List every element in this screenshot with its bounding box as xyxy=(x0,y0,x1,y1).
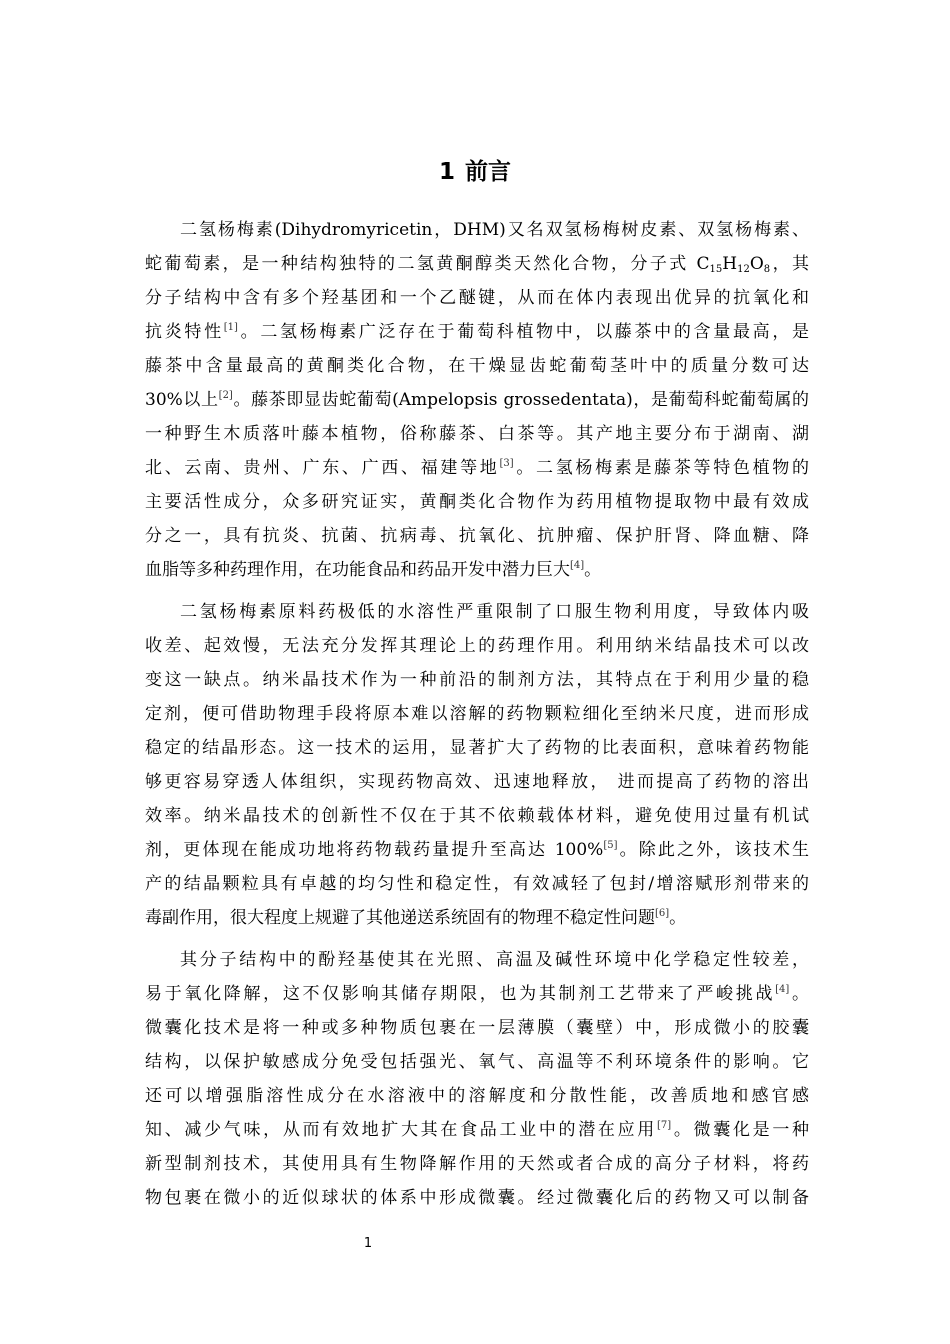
text-run: 够更容易穿透人体组织，实现药物高效、迅速地释放， 进而提高了药物的溶出 xyxy=(145,772,809,792)
text-line xyxy=(145,349,809,383)
text-run: 二氢杨梅素(Dihydromyricetin，DHM)又名双氢杨梅树皮素、双氢杨梅素、 xyxy=(180,220,809,240)
text-run: 产的结晶颗粒具有卓越的均匀性和稳定性，有效减轻了包封/增溶赋形剂带来的 xyxy=(145,874,809,894)
text-run: 收差、起效慢，无法充分发挥其理论上的药理作用。利用纳米结晶技术可以改 xyxy=(145,636,809,656)
text-run: 。二氢杨梅素广泛存在于葡萄科植物中，以藤茶中的含量最高，是 xyxy=(237,322,809,342)
text-run: 剂，更体现在能成功地将药物载药量提升至高达 100% xyxy=(145,840,604,860)
text-line xyxy=(145,1079,809,1113)
text-line xyxy=(145,417,809,451)
text-run: 物包裹在微小的近似球状的体系中形成微囊。经过微囊化后的药物又可以制备 xyxy=(145,1188,809,1208)
text-run: 北、云南、贵州、广东、广西、福建等地 xyxy=(145,458,500,478)
text-run: 毒副作用，很大程度上规避了其他递送系统固有的物理不稳定性问题 xyxy=(145,908,655,928)
text-line xyxy=(145,799,809,833)
citation-ref: [3] xyxy=(499,458,514,469)
text-run: 。 xyxy=(789,984,809,1004)
text-line xyxy=(145,1147,809,1181)
citation-ref: [1] xyxy=(223,322,238,333)
section-heading xyxy=(0,156,950,188)
text-line xyxy=(145,697,809,731)
citation-ref: [5] xyxy=(603,840,618,851)
text-line xyxy=(145,867,809,901)
text-run: 结构，以保护敏感成分免受包括强光、氧气、高温等不利环境条件的影响。它 xyxy=(145,1052,809,1072)
citation-ref: [2] xyxy=(218,390,233,401)
section-number: 1 xyxy=(438,159,455,185)
subscript: 8 xyxy=(763,264,771,275)
text-run: 蛇葡萄素，是一种结构独特的二氢黄酮醇类天然化合物，分子式 C xyxy=(145,254,710,274)
text-line xyxy=(145,1181,809,1215)
text-run: 。二氢杨梅素是藤茶等特色植物的 xyxy=(513,458,809,478)
page-number: 1 xyxy=(363,1236,373,1251)
text-run: 其分子结构中的酚羟基使其在光照、高温及碱性环境中化学稳定性较差， xyxy=(180,950,809,970)
text-line xyxy=(145,629,809,663)
text-line xyxy=(145,731,809,765)
text-run: 稳定的结晶形态。这一技术的运用，显著扩大了药物的比表面积，意味着药物能 xyxy=(145,738,809,758)
paragraph-gap xyxy=(145,935,809,943)
subscript: 15 xyxy=(709,264,723,275)
body-text xyxy=(145,213,809,1215)
text-run: 易于氧化降解，这不仅影响其储存期限，也为其制剂工艺带来了严峻挑战 xyxy=(145,984,776,1004)
text-run: 一种野生木质落叶藤本植物，俗称藤茶、白茶等。其产地主要分布于湖南、湖 xyxy=(145,424,809,444)
text-line xyxy=(145,485,809,519)
text-run: 知、减少气味，从而有效地扩大其在食品工业中的潜在应用 xyxy=(145,1120,657,1140)
text-line xyxy=(145,519,809,553)
text-run: 30%以上 xyxy=(145,390,219,410)
citation-ref: [4] xyxy=(775,984,790,995)
text-run: 定剂，便可借助物理手段将原本难以溶解的药物颗粒细化至纳米尺度，进而形成 xyxy=(145,704,809,724)
text-run: O xyxy=(749,254,764,274)
text-line xyxy=(145,451,809,485)
citation-ref: [6] xyxy=(655,908,670,919)
text-line xyxy=(145,281,809,315)
text-run: 。微囊化是一种 xyxy=(671,1120,809,1140)
text-run: 。 xyxy=(669,908,687,928)
text-run: 抗炎特性 xyxy=(145,322,224,342)
text-run: 还可以增强脂溶性成分在水溶液中的溶解度和分散性能，改善质地和感官感 xyxy=(145,1086,809,1106)
text-run: 主要活性成分，众多研究证实，黄酮类化合物作为药用植物提取物中最有效成 xyxy=(145,492,809,512)
text-run: 分子结构中含有多个羟基团和一个乙醚键，从而在体内表现出优异的抗氧化和 xyxy=(145,288,809,308)
text-run: 二氢杨梅素原料药极低的水溶性严重限制了口服生物利用度，导致体内吸 xyxy=(180,602,809,622)
text-line xyxy=(145,901,809,935)
text-run: 变这一缺点。纳米晶技术作为一种前沿的制剂方法，其特点在于利用少量的稳 xyxy=(145,670,809,690)
paragraph-gap xyxy=(145,587,809,595)
text-line xyxy=(145,765,809,799)
text-line xyxy=(145,943,809,977)
text-line xyxy=(145,977,809,1011)
text-run: 。藤茶即显齿蛇葡萄(Ampelopsis grossedentata)，是葡萄科蛇葡萄属的 xyxy=(232,390,809,410)
text-run: ，其 xyxy=(770,254,809,274)
text-run: 藤茶中含量最高的黄酮类化合物，在干燥显齿蛇葡萄茎叶中的质量分数可达 xyxy=(145,356,809,376)
text-run: 。 xyxy=(584,560,602,580)
text-line xyxy=(145,833,809,867)
section-title: 前言 xyxy=(465,159,511,185)
citation-ref: [7] xyxy=(657,1120,672,1131)
text-run: 。除此之外，该技术生 xyxy=(617,840,809,860)
citation-ref: [4] xyxy=(570,560,585,571)
text-run: 新型制剂技术，其使用具有生物降解作用的天然或者合成的高分子材料，将药 xyxy=(145,1154,809,1174)
text-run: 效率。纳米晶技术的创新性不仅在于其不依赖载体材料，避免使用过量有机试 xyxy=(145,806,809,826)
text-line xyxy=(145,213,809,247)
text-line xyxy=(145,663,809,697)
subscript: 12 xyxy=(737,264,750,275)
text-line xyxy=(145,595,809,629)
text-line xyxy=(145,553,809,587)
text-run: 分之一，具有抗炎、抗菌、抗病毒、抗氧化、抗肿瘤、保护肝肾、降血糖、降 xyxy=(145,526,809,546)
text-line xyxy=(145,315,809,349)
text-line xyxy=(145,247,809,281)
text-line xyxy=(145,383,809,417)
text-run: 血脂等多种药理作用，在功能食品和药品开发中潜力巨大 xyxy=(145,560,570,580)
text-run: H xyxy=(722,254,738,274)
text-line xyxy=(145,1011,809,1045)
text-line xyxy=(145,1045,809,1079)
text-line xyxy=(145,1113,809,1147)
text-run: 微囊化技术是将一种或多种物质包裹在一层薄膜（囊壁）中，形成微小的胶囊 xyxy=(145,1018,809,1038)
